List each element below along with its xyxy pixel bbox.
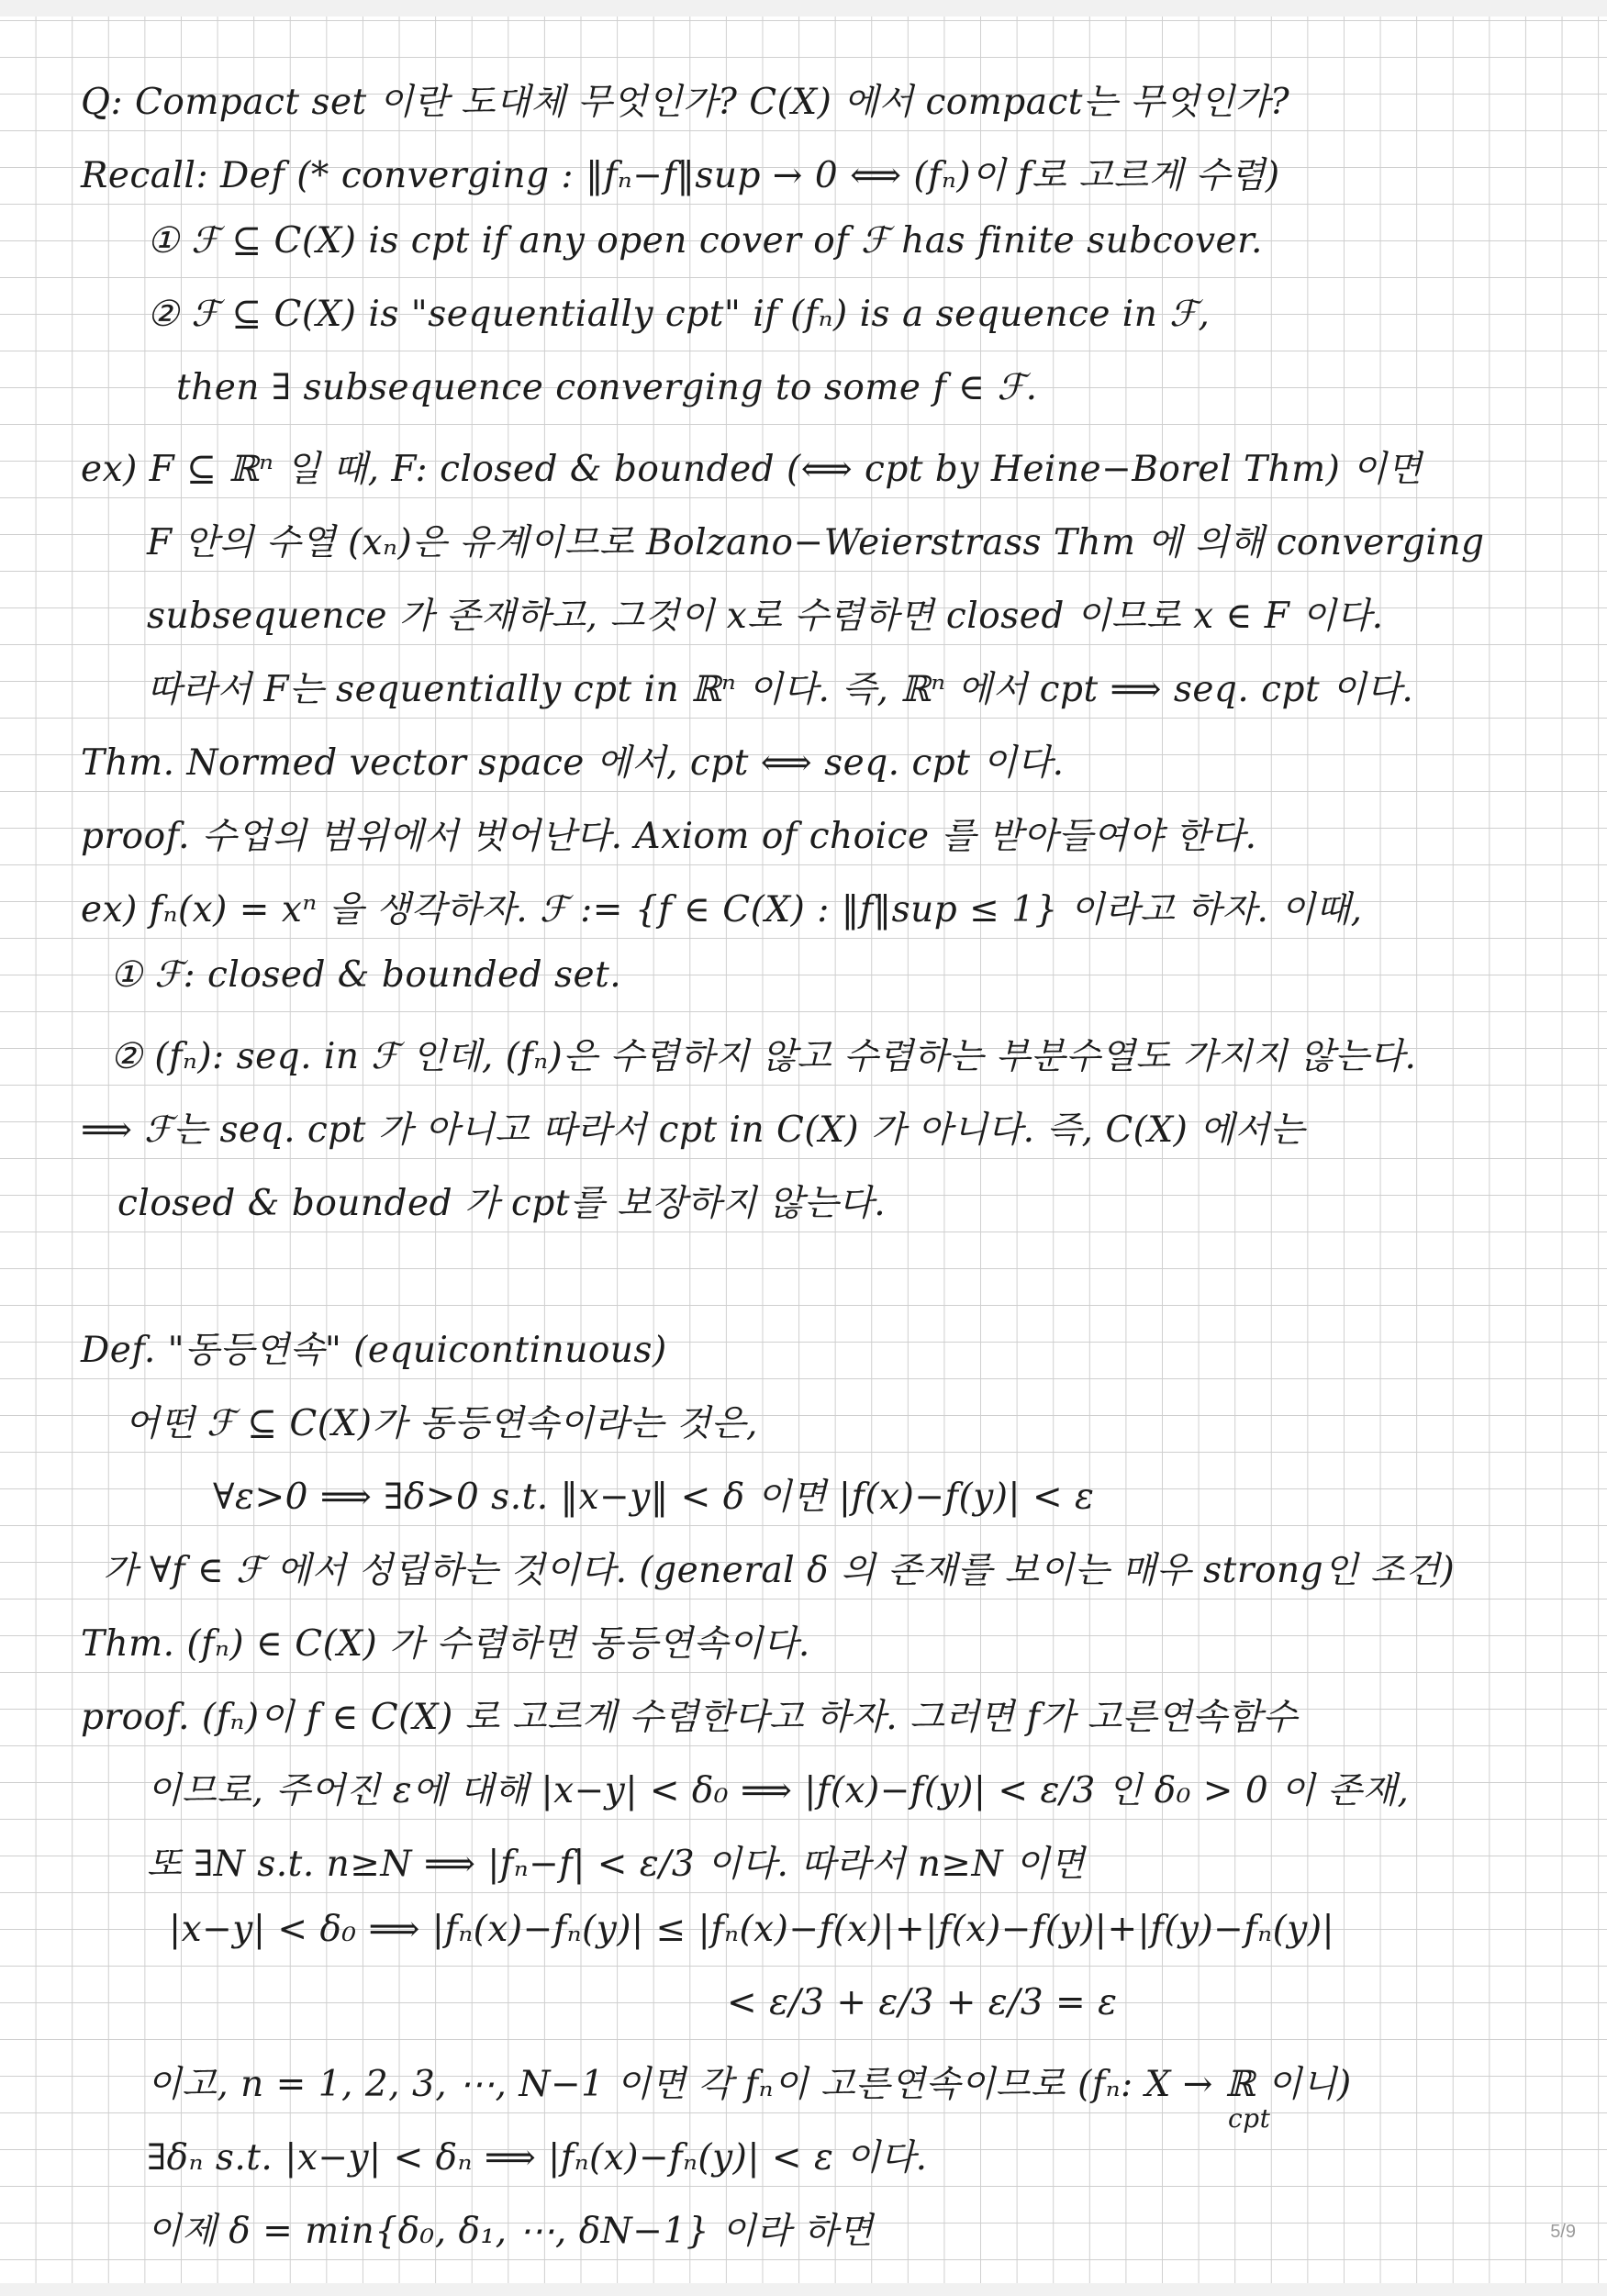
note-line: Def. "동등연속" (equicontinuous) xyxy=(81,1330,667,1371)
page-number: 5/9 xyxy=(1550,2222,1576,2242)
note-line: proof. 수업의 범위에서 벗어난다. Axiom of choice 를 받아들여야 한다. xyxy=(81,816,1257,857)
note-line: 이제 δ = min{δ₀, δ₁, ⋯, δN−1} 이라 하면 xyxy=(147,2211,874,2252)
note-line: 어떤 ℱ ⊆ C(X)가 동등연속이라는 것은, xyxy=(125,1403,758,1444)
note-line: < ε/3 + ε/3 + ε/3 = ε xyxy=(727,1982,1118,2023)
note-line: ① ℱ: closed & bounded set. xyxy=(110,954,622,996)
note-page xyxy=(0,17,1607,2283)
note-line: cpt xyxy=(1228,2103,1271,2134)
note-line: ① ℱ ⊆ C(X) is cpt if any open cover of ℱ has finite subcover. xyxy=(147,220,1263,262)
note-line: proof. (fₙ)이 f ∈ C(X) 로 고르게 수렴한다고 하자. 그러면 f가 고른연속함수 xyxy=(81,1697,1298,1738)
note-line: subsequence 가 존재하고, 그것이 x로 수렴하면 closed 이므로 x ∈ F 이다. xyxy=(147,596,1384,637)
note-line: ② (fₙ): seq. in ℱ 인데, (fₙ)은 수렴하지 않고 수렴하는 부분수열도 가지지 않는다. xyxy=(110,1036,1417,1077)
note-line: F 안의 수열 (xₙ)은 유계이므로 Bolzano−Weierstrass Thm 에 의해 converging xyxy=(147,522,1485,563)
note-line: Q: Compact set 이란 도대체 무엇인가? C(X) 에서 compact는 무엇인가? xyxy=(81,82,1290,123)
note-line: ⟹ ℱ는 seq. cpt 가 아니고 따라서 cpt in C(X) 가 아니다. 즉, C(X) 에서는 xyxy=(81,1109,1305,1151)
note-line: ∃δₙ s.t. |x−y| < δₙ ⟹ |fₙ(x)−fₙ(y)| < ε 이다. xyxy=(147,2137,928,2179)
note-line: 따라서 F는 sequentially cpt in ℝⁿ 이다. 즉, ℝⁿ 에서 cpt ⟹ seq. cpt 이다. xyxy=(147,669,1414,710)
note-line: 또 ∃N s.t. n≥N ⟹ |fₙ−f| < ε/3 이다. 따라서 n≥N 이면 xyxy=(147,1844,1086,1885)
note-line: ex) F ⊆ ℝⁿ 일 때, F: closed & bounded (⟺ cpt by Heine−Borel Thm) 이면 xyxy=(81,449,1423,490)
note-line: Thm. (fₙ) ∈ C(X) 가 수렴하면 동등연속이다. xyxy=(81,1623,810,1665)
note-line: ∀ε>0 ⟹ ∃δ>0 s.t. ‖x−y‖ < δ 이면 |f(x)−f(y)| < ε xyxy=(213,1477,1095,1518)
note-line: Thm. Normed vector space 에서, cpt ⟺ seq. cpt 이다. xyxy=(81,742,1065,784)
note-line: 가 ∀f ∈ ℱ 에서 성립하는 것이다. (general δ 의 존재를 보이는 매우 strong인 조건) xyxy=(103,1550,1456,1591)
note-line: 이고, n = 1, 2, 3, ⋯, N−1 이면 각 fₙ이 고른연속이므로 (fₙ: X → ℝ 이니) xyxy=(147,2064,1352,2105)
note-line: ② ℱ ⊆ C(X) is "sequentially cpt" if (fₙ) is a sequence in ℱ, xyxy=(147,294,1211,335)
note-line: then ∃ subsequence converging to some f ∈ ℱ. xyxy=(176,367,1038,408)
note-line: closed & bounded 가 cpt를 보장하지 않는다. xyxy=(117,1183,887,1224)
note-line: ex) fₙ(x) = xⁿ 을 생각하자. ℱ := {f ∈ C(X) : ‖f‖sup ≤ 1} 이라고 하자. 이때, xyxy=(81,889,1363,931)
note-line: |x−y| < δ₀ ⟹ |fₙ(x)−fₙ(y)| ≤ |fₙ(x)−f(x)|+|f(x)−f(y)|+|f(y)−fₙ(y)| xyxy=(169,1909,1335,1950)
note-line: Recall: Def (* converging : ‖fₙ−f‖sup → 0 ⟺ (fₙ)이 f로 고르게 수렴) xyxy=(81,155,1280,196)
note-line: 이므로, 주어진 ε에 대해 |x−y| < δ₀ ⟹ |f(x)−f(y)| < ε/3 인 δ₀ > 0 이 존재, xyxy=(147,1770,1410,1811)
